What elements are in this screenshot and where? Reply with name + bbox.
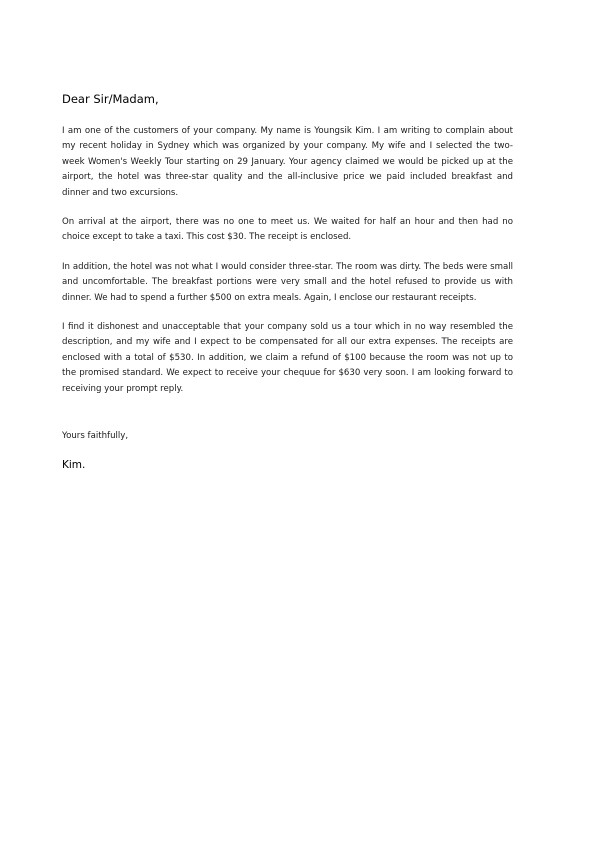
paragraph-airport: On arrival at the airport, there was no one to meet us. We waited for half an hour and then had no choice except to take a taxi. This cost $30. The receipt is enclosed. [62,217,513,243]
letter-body [62,92,513,471]
letter-closing: Yours faithfully, [62,431,129,442]
letter-signature: Kim. [62,459,86,472]
letter-salutation: Dear Sir/Madam, [62,92,159,106]
paragraph-introduction: I am one of the customers of your company. My name is Youngsik Kim. I am writing to complain about my recent holiday in Sydney which was organized by your company. My wife and I selected the two-week Women's Weekly Tour starting on 29 January. Your agency claimed we would be picked up at the airport, the hotel was three-star quality and the all-inclusive price we paid included breakfast and dinner and two excursions. [62,126,513,198]
paragraph-compensation: I find it dishonest and unacceptable that your company sold us a tour which in no way resembled the description, and my wife and I expect to be compensated for all our extra expenses. The receipts are enclosed with a total of $530. In addition, we claim a refund of $100 because the room was not up to the promised standard. We expect to receive your chequue for $630 very soon. I am looking forward to receiving your prompt reply. [62,322,513,394]
paragraph-hotel: In addition, the hotel was not what I would consider three-star. The room was dirty. The beds were small and uncomfortable. The breakfast portions were very small and the hotel refused to provide us with dinner. We had to spend a further $500 on extra meals. Again, I enclose our restaurant receipts. [62,261,513,303]
